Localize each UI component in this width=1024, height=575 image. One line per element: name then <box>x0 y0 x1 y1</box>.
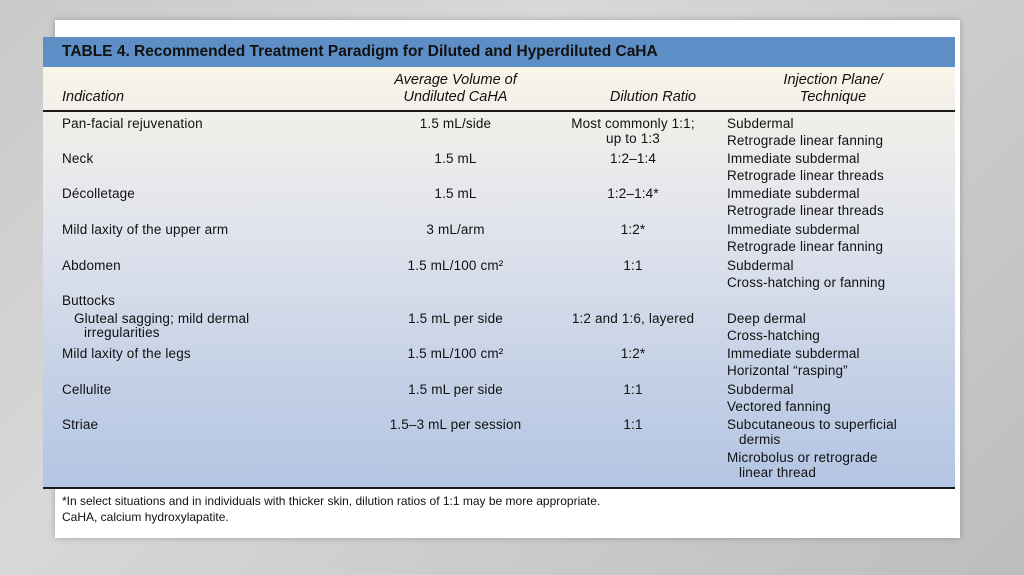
row-upper-arm-volume: 3 mL/arm <box>426 222 485 237</box>
row-cellulite-indication: Cellulite <box>62 382 112 397</box>
header-injection-line1: Injection Plane/ <box>783 72 883 88</box>
row-pan-facial-volume: 1.5 mL/side <box>419 116 492 131</box>
table-header <box>43 67 955 112</box>
row-striae-injection-2-line2: linear thread <box>739 465 816 480</box>
row-neck-indication: Neck <box>62 151 94 166</box>
row-legs-injection-2: Horizontal “rasping” <box>727 363 848 378</box>
row-gluteal-volume: 1.5 mL per side <box>408 311 503 326</box>
row-upper-arm-indication: Mild laxity of the upper arm <box>62 222 229 237</box>
row-pan-facial-indication: Pan-facial rejuvenation <box>62 116 203 131</box>
row-pan-facial-dilution-line2: up to 1:3 <box>606 131 660 146</box>
row-buttocks-indication: Buttocks <box>62 293 115 308</box>
row-pan-facial-injection-2: Retrograde linear fanning <box>727 133 884 148</box>
row-striae-injection-2-line1: Microbolus or retrograde <box>727 450 878 465</box>
row-decolletage-indication: Décolletage <box>62 186 135 201</box>
row-abdomen-indication: Abdomen <box>62 258 121 273</box>
row-neck-injection-1: Immediate subdermal <box>727 151 860 166</box>
row-abdomen-injection-1: Subdermal <box>727 258 794 273</box>
row-upper-arm-injection-2: Retrograde linear fanning <box>727 239 884 254</box>
row-cellulite-dilution: 1:1 <box>623 382 643 397</box>
row-gluteal-dilution: 1:2 and 1:6, layered <box>571 311 695 326</box>
row-abdomen-volume: 1.5 mL/100 cm² <box>407 258 504 273</box>
table-title: TABLE 4. Recommended Treatment Paradigm for Diluted and Hyperdiluted CaHA <box>43 37 955 67</box>
row-upper-arm-dilution: 1:2* <box>620 222 646 237</box>
row-abdomen-dilution: 1:1 <box>623 258 643 273</box>
row-gluteal-injection-2: Cross-hatching <box>727 328 820 343</box>
row-decolletage-injection-1: Immediate subdermal <box>727 186 860 201</box>
row-decolletage-injection-2: Retrograde linear threads <box>727 203 884 218</box>
row-gluteal-injection-1: Deep dermal <box>727 311 806 326</box>
row-abdomen-injection-2: Cross-hatching or fanning <box>727 275 886 290</box>
row-pan-facial-dilution-line1: Most commonly 1:1; <box>571 116 695 131</box>
row-decolletage-volume: 1.5 mL <box>434 186 477 201</box>
table-footnotes <box>43 487 955 527</box>
header-volume-line1: Average Volume of <box>394 72 517 88</box>
header-volume-line2: Undiluted CaHA <box>403 89 508 105</box>
row-cellulite-injection-2: Vectored fanning <box>727 399 831 414</box>
header-volume <box>333 72 578 106</box>
row-upper-arm-injection-1: Immediate subdermal <box>727 222 860 237</box>
footnote-dilution: *In select situations and in individuals with thicker skin, dilution ratios of 1:1 may be more appropriate. <box>62 494 601 508</box>
table-body <box>43 67 955 487</box>
row-pan-facial-injection-1: Subdermal <box>727 116 794 131</box>
row-striae-indication: Striae <box>62 417 99 432</box>
row-striae-volume: 1.5–3 mL per session <box>389 417 522 432</box>
header-indication: Indication <box>62 89 125 105</box>
row-striae-injection-1-line2: dermis <box>739 432 781 447</box>
row-legs-volume: 1.5 mL/100 cm² <box>407 346 504 361</box>
row-gluteal-indication-line2: irregularities <box>84 325 160 340</box>
row-decolletage-dilution: 1:2–1:4* <box>607 186 659 201</box>
header-injection-line2: Technique <box>799 89 867 105</box>
row-legs-dilution: 1:2* <box>620 346 646 361</box>
row-gluteal-indication-line1: Gluteal sagging; mild dermal <box>74 311 250 326</box>
footnote-abbreviation: CaHA, calcium hydroxylapatite. <box>62 510 229 524</box>
row-neck-volume: 1.5 mL <box>434 151 477 166</box>
row-cellulite-injection-1: Subdermal <box>727 382 794 397</box>
row-legs-injection-1: Immediate subdermal <box>727 346 860 361</box>
header-injection <box>733 72 933 106</box>
row-striae-injection-1-line1: Subcutaneous to superficial <box>727 417 897 432</box>
row-neck-injection-2: Retrograde linear threads <box>727 168 884 183</box>
row-legs-indication: Mild laxity of the legs <box>62 346 191 361</box>
row-cellulite-volume: 1.5 mL per side <box>408 382 503 397</box>
header-dilution: Dilution Ratio <box>609 89 697 105</box>
row-striae-dilution: 1:1 <box>623 417 643 432</box>
row-neck-dilution: 1:2–1:4 <box>609 151 657 166</box>
